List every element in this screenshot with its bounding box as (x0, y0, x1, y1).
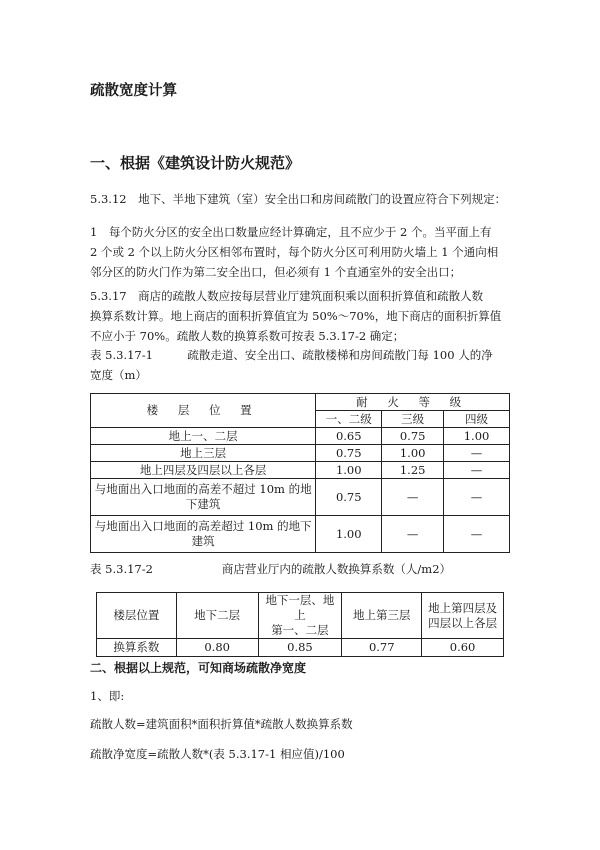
label-line: 与地面出入口地面的高差不超过 10m 的地 (94, 482, 312, 496)
cell-value: 1.00 (382, 445, 444, 462)
header-grade: 一、二级 (316, 411, 382, 428)
label-line: 与地面出入口地面的高差超过 10m 的地下 (94, 519, 312, 533)
table-row (91, 462, 510, 479)
cell-value: — (444, 479, 510, 516)
cell-value: 0.75 (316, 445, 382, 462)
row-label (91, 516, 316, 553)
width-table (90, 393, 510, 553)
header-fire-rating: 耐 火 等 级 (316, 394, 510, 411)
header-cell: 地上第三层 (342, 593, 422, 639)
cell-value: 0.75 (382, 428, 444, 445)
caption-line: 表 5.3.17-1 疏散走道、安全出口、疏散楼梯和房间疏散门每 100 人的净 (90, 348, 493, 362)
row-label (91, 479, 316, 516)
cell-value: — (444, 445, 510, 462)
row-label: 换算系数 (97, 639, 177, 657)
cell-value: — (382, 479, 444, 516)
clause-5-3-17 (90, 286, 501, 346)
section1-heading: 一、根据《建筑设计防火规范》 (90, 154, 301, 172)
table-row (91, 428, 510, 445)
cell-value: 1.00 (444, 428, 510, 445)
paragraph-line: 5.3.17 商店的疏散人数应按每层营业厅建筑面积乘以面积折算值和疏散人数 (90, 289, 484, 303)
table-row (91, 516, 510, 553)
paragraph-line: 1 每个防火分区的安全出口数量应经计算确定，且不应少于 2 个。当平面上有 (90, 225, 492, 239)
header-grade: 四级 (444, 411, 510, 428)
cell-value: 0.80 (176, 639, 258, 657)
table-row (91, 445, 510, 462)
cell-value: 0.75 (316, 479, 382, 516)
cell-value: 1.25 (382, 462, 444, 479)
row-label: 地上一、二层 (91, 428, 316, 445)
paragraph-line: 邻分区的防火门作为第二安全出口，但必须有 1 个直通室外的安全出口； (90, 265, 462, 279)
cell-value: 1.00 (316, 462, 382, 479)
label-line: 下建筑 (185, 497, 221, 511)
table1-caption (90, 345, 493, 385)
table2-caption: 表 5.3.17-2 商店营业厅内的疏散人数换算系数（人/m2） (90, 562, 452, 576)
header-line: 地上第四层及 (428, 600, 498, 615)
cell-value: 0.60 (422, 639, 504, 657)
conversion-factor-table (96, 592, 504, 657)
cell-value: — (444, 516, 510, 553)
clause-5-3-12: 5.3.12 地下、半地下建筑（室）安全出口和房间疏散门的设置应符合下列规定： (90, 192, 507, 206)
header-cell (258, 593, 342, 639)
paragraph-line: 2 个或 2 个以上防火分区相邻布置时，每个防火分区可利用防火墙上 1 个通向相 (90, 245, 499, 259)
header-line: 四层以上各层 (428, 615, 498, 630)
cell-value: 0.77 (342, 639, 422, 657)
header-line: 第一、二层 (271, 623, 329, 637)
table-row (91, 479, 510, 516)
header-line: 地下一层、地上 (265, 593, 335, 622)
paragraph-line: 不应小于 70%。疏散人数的换算系数可按表 5.3.17-2 确定； (90, 329, 405, 343)
cell-value: 0.85 (258, 639, 342, 657)
label-line: 建筑 (191, 534, 215, 548)
header-floor-position: 楼 层 位 置 (91, 394, 316, 428)
clause-5-3-12-item1 (90, 222, 498, 282)
page-title: 疏散宽度计算 (90, 83, 177, 99)
cell-value: 0.65 (316, 428, 382, 445)
cell-value: — (444, 462, 510, 479)
row-label: 地上三层 (91, 445, 316, 462)
paragraph-line: 换算系数计算。地上商店的面积折算值宜为 50%～70%，地下商店的面积折算值 (90, 309, 502, 323)
formula-evacuees: 疏散人数=建筑面积*面积折算值*疏散人数换算系数 (90, 717, 353, 731)
cell-value: — (382, 516, 444, 553)
cell-value: 1.00 (316, 516, 382, 553)
formula-net-width: 疏散净宽度=疏散人数*(表 5.3.17-1 相应值)/100 (90, 747, 345, 761)
section2-item: 1、即: (90, 689, 125, 703)
caption-line: 宽度（m） (90, 368, 147, 382)
header-cell: 地下二层 (176, 593, 258, 639)
table-row (97, 639, 504, 657)
header-cell (422, 593, 504, 639)
section2-heading: 二、根据以上规范，可知商场疏散净宽度 (90, 661, 307, 675)
header-grade: 三级 (382, 411, 444, 428)
row-label: 地上四层及四层以上各层 (91, 462, 316, 479)
header-cell: 楼层位置 (97, 593, 177, 639)
